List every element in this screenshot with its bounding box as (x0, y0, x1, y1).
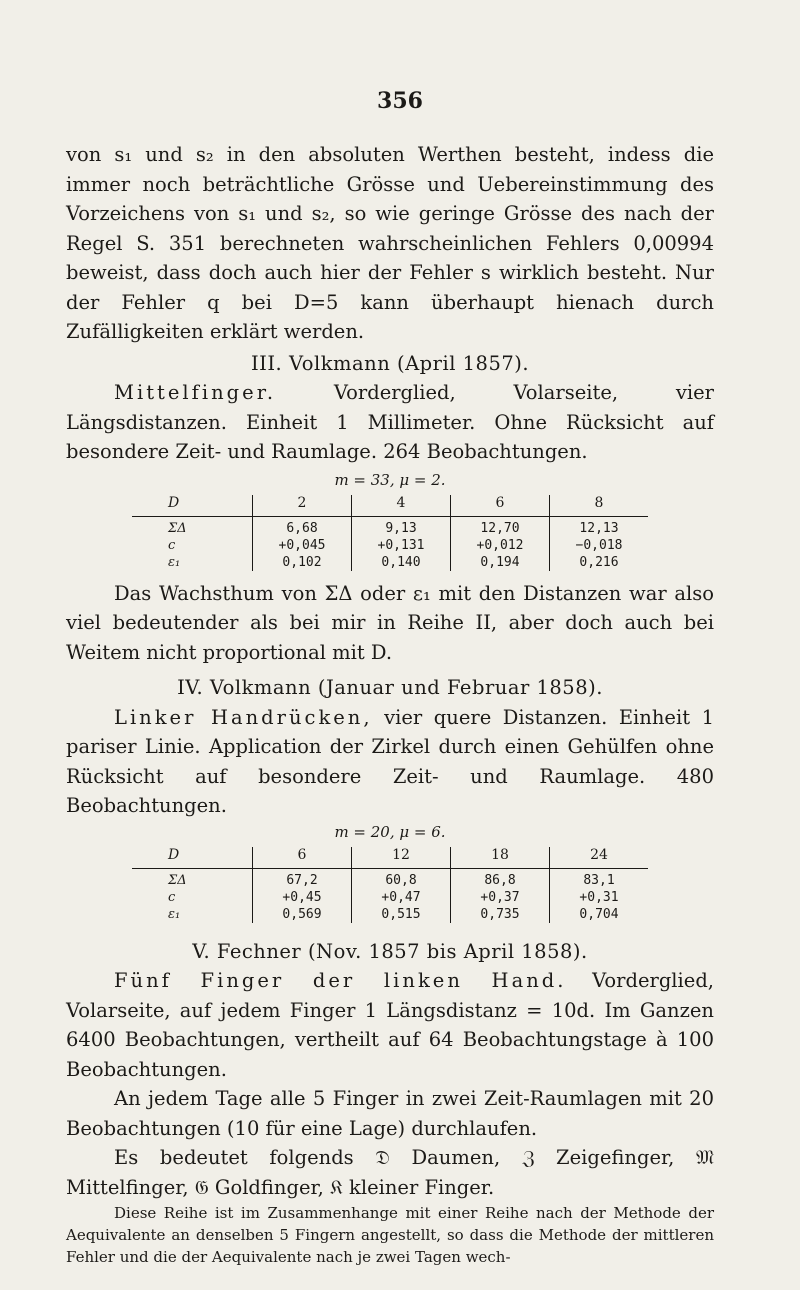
table-header-cell: 2 (253, 495, 352, 517)
section-iii-intro (66, 378, 714, 467)
table-header-cell: 12 (352, 847, 451, 869)
section-heading-iii: III. Volkmann (April 1857). (250, 351, 530, 375)
section-iii-description: Vorderglied, Volarseite, vier Längsdistanzen. Einheit 1 Millimeter. Ohne Rücksicht auf besondere Zeit- und Raumlage. 264 Beobachtungen. (66, 381, 714, 463)
table-header-row (132, 495, 648, 517)
table-row-label: ΣΔ (168, 872, 187, 888)
table-cell: +0,045 (253, 537, 352, 554)
table-row-label: ε₁ (168, 906, 181, 922)
section-v-legend: Es bedeutet folgends 𝔇 Daumen, ℨ Zeigefinger, 𝔐 Mittelfinger, 𝔊 Goldfinger, 𝔎 kleiner Finger. (66, 1146, 714, 1199)
table-cell: 12,13 (550, 516, 649, 537)
table-cell: 0,194 (451, 554, 550, 571)
table-cell: +0,31 (550, 889, 649, 906)
table-cell: +0,45 (253, 889, 352, 906)
table-row-label: c (168, 889, 176, 905)
table-cell: 67,2 (253, 868, 352, 889)
section-iv-intro (66, 703, 714, 821)
table-cell: 6,68 (253, 516, 352, 537)
body-text (66, 140, 714, 1268)
table-row (132, 554, 648, 571)
section-iv-formula: m = 20, μ = 6. (334, 822, 446, 841)
footnote: Diese Reihe ist im Zusammenhange mit einer Reihe nach der Methode der Aequivalente an denselben 5 Fingern angestellt, so dass die Methode der mittleren Fehler und die der Aequivalente nach je zwei Tagen wech- (66, 1204, 714, 1266)
table-row (132, 516, 648, 537)
table-header-cell: D (132, 495, 253, 517)
section-heading-v: V. Fechner (Nov. 1857 bis April 1858). (192, 939, 588, 963)
table-cell: 0,102 (253, 554, 352, 571)
table-header-cell: 6 (253, 847, 352, 869)
table-cell: 0,140 (352, 554, 451, 571)
section-iii-subject: Mittelfinger. (114, 381, 277, 404)
table-cell: 9,13 (352, 516, 451, 537)
table-volkmann-1858 (132, 847, 648, 923)
section-v-subject: Fünf Finger der linken Hand. (114, 969, 567, 992)
table-row (132, 868, 648, 889)
table-header-cell: 8 (550, 495, 649, 517)
table-cell: +0,37 (451, 889, 550, 906)
page-number: 356 (377, 88, 423, 114)
section-iv-description: vier quere Distanzen. Einheit 1 pariser Linie. Application der Zirkel durch einen Gehülfen ohne Rücksicht auf besondere Zeit- und Raumlage. 480 Beobachtungen. (66, 705, 714, 817)
section-iv-subject: Linker Handrücken, (114, 705, 373, 729)
table-header-cell: D (132, 847, 253, 869)
section-v-description: Vorderglied, Volarseite, auf jedem Finger 1 Längsdistanz = 10d. Im Ganzen 6400 Beobachtungen, vertheilt auf 64 Beobachtungstage à 100 Beobachtungen. (66, 969, 714, 1081)
table-cell: +0,012 (451, 537, 550, 554)
table-row (132, 537, 648, 554)
section-v-intro (66, 966, 714, 1084)
table-cell: 0,216 (550, 554, 649, 571)
paragraph-growth: Das Wachsthum von ΣΔ oder ε₁ mit den Distanzen war also viel bedeutender als bei mir in Reihe II, aber doch auch bei Weitem nicht proportional mit D. (66, 581, 714, 664)
section-iii-formula: m = 33, μ = 2. (334, 470, 446, 489)
paragraph-continuation: von s₁ und s₂ in den absoluten Werthen besteht, indess die immer noch beträchtliche Grösse und Uebereinstimmung des Vorzeichens von s₁ und s₂, so wie geringe Grösse des nach der Regel S. 351 berechneten wahrscheinlichen Fehlers 0,00994 beweist, dass doch auch hier der Fehler s wirklich besteht. Nur der Fehler q bei D=5 kann überhaupt hienach durch Zufälligkeiten erklärt werden. (66, 143, 714, 343)
table-cell: 0,569 (253, 906, 352, 923)
table-header-cell: 18 (451, 847, 550, 869)
table-cell: 0,515 (352, 906, 451, 923)
table-cell: 12,70 (451, 516, 550, 537)
table-row-label: ΣΔ (168, 520, 187, 536)
table-cell: +0,131 (352, 537, 451, 554)
table-volkmann-1857 (132, 495, 648, 571)
table-row (132, 889, 648, 906)
table-cell: 83,1 (550, 868, 649, 889)
table-cell: −0,018 (550, 537, 649, 554)
table-header-row (132, 847, 648, 869)
table-header-cell: 6 (451, 495, 550, 517)
table-row-label: c (168, 537, 176, 553)
section-v-paragraph: An jedem Tage alle 5 Finger in zwei Zeit-Raumlagen mit 20 Beobachtungen (10 für eine Lage) durchlaufen. (66, 1087, 714, 1140)
table-cell: 0,704 (550, 906, 649, 923)
table-row (132, 906, 648, 923)
table-cell: 86,8 (451, 868, 550, 889)
table-header-cell: 4 (352, 495, 451, 517)
section-heading-iv: IV. Volkmann (Januar und Februar 1858). (177, 676, 603, 699)
table-header-cell: 24 (550, 847, 649, 869)
table-cell: 60,8 (352, 868, 451, 889)
table-cell: 0,735 (451, 906, 550, 923)
table-row-label: ε₁ (168, 554, 181, 570)
table-cell: +0,47 (352, 889, 451, 906)
